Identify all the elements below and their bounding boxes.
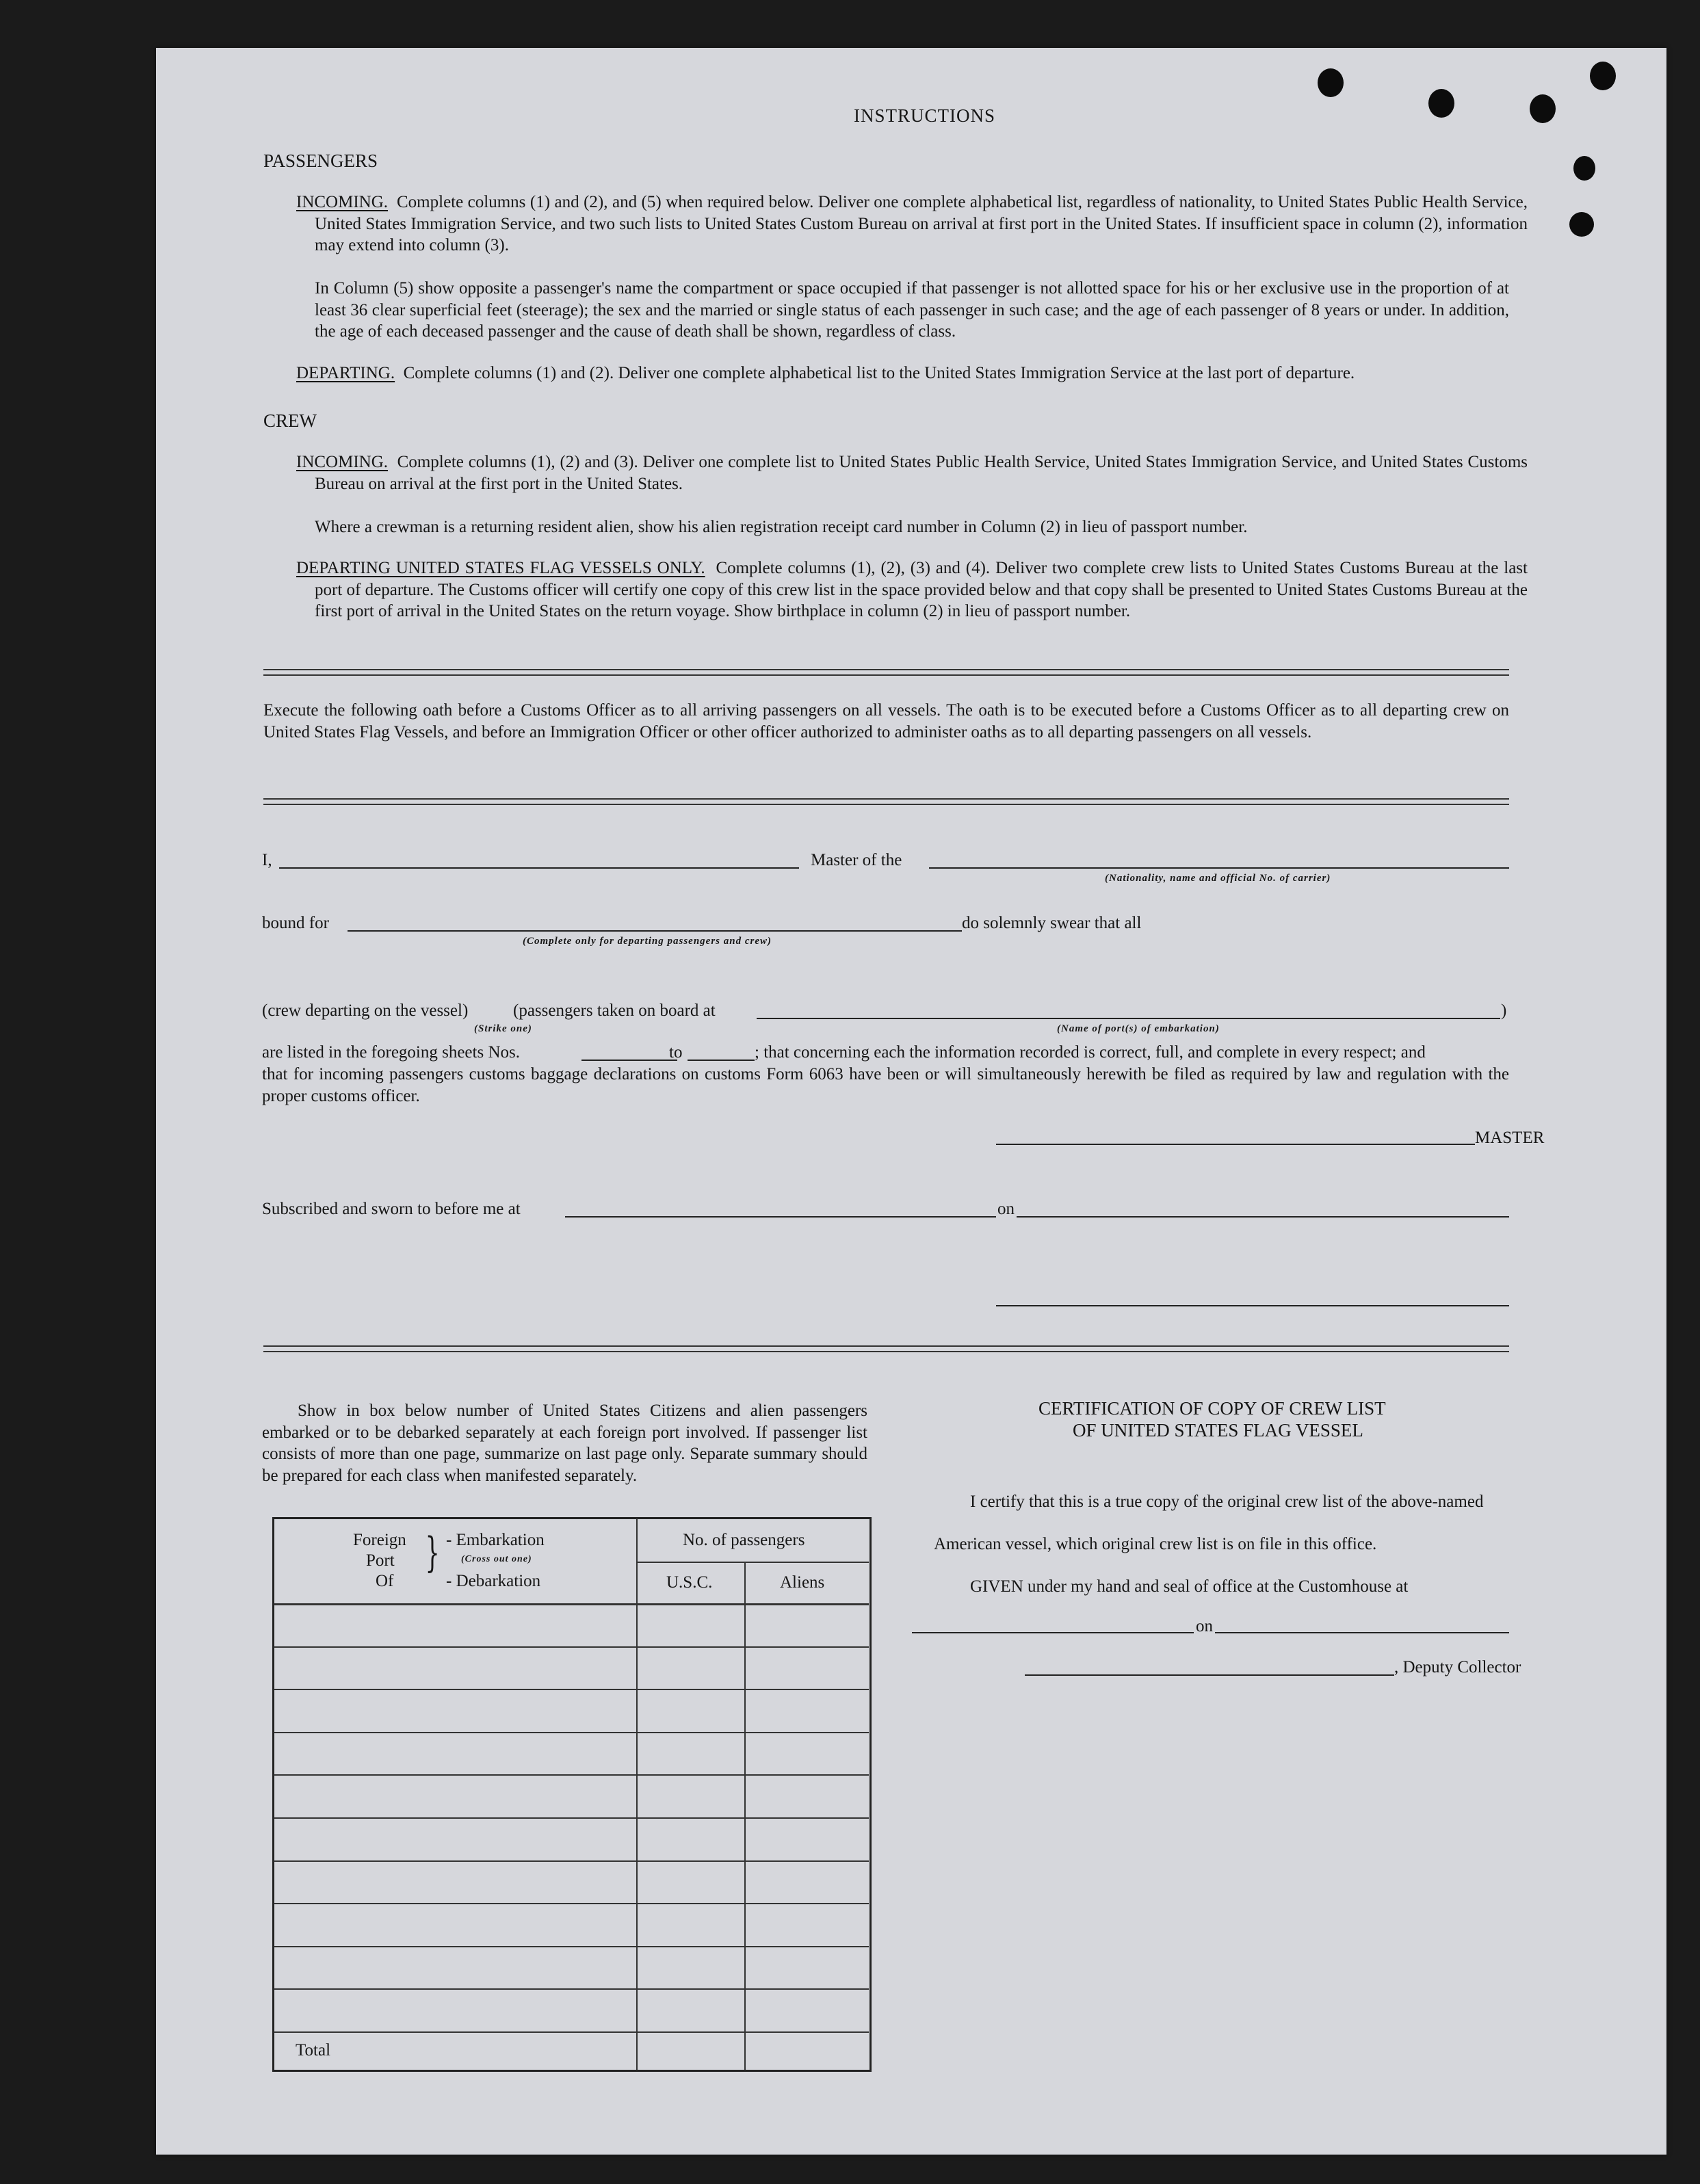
certification-on-label: on — [1196, 1617, 1213, 1635]
close-paren: ) — [1501, 1001, 1507, 1020]
embarkation-port-field[interactable] — [757, 1018, 1500, 1019]
table-row-line — [274, 1817, 869, 1819]
table-row-line — [274, 1903, 869, 1904]
table-crossout-caption: (Cross out one) — [461, 1554, 532, 1564]
master-name-field[interactable] — [279, 867, 799, 869]
table-column-divider — [636, 1518, 638, 2070]
form-page — [156, 48, 1666, 2155]
subscribed-label: Subscribed and sworn to before me at — [262, 1200, 521, 1218]
crew-departing-text: Complete columns (1), (2), (3) and (4). Deliver two complete crew lists to United States Customs Bureau at the last port of departure. The Customs officer will certify one copy of this crew list in the space provided below and that copy shall be presented to United States Customs Bureau at the first port of arrival in the United States on the return voyage. Show birthplace in column (2) in lieu of passport number. — [315, 559, 1528, 620]
punch-hole — [1318, 68, 1344, 97]
punch-hole — [1569, 212, 1594, 237]
carrier-caption: (Nationality, name and official No. of carrier) — [1105, 873, 1331, 884]
punch-hole — [1530, 94, 1556, 123]
carrier-field[interactable] — [929, 867, 1509, 869]
certify-text: I certify that this is a true copy of the original crew list of the above-named — [970, 1492, 1484, 1511]
customhouse-field[interactable] — [912, 1632, 1194, 1633]
given-text: GIVEN under my hand and seal of office at the Customhouse at — [970, 1577, 1409, 1596]
table-debarkation-label[interactable]: - Debarkation — [446, 1572, 541, 1590]
deputy-collector-label: , Deputy Collector — [1394, 1658, 1521, 1676]
certification-title-line1: CERTIFICATION OF COPY OF CREW LIST — [1038, 1398, 1386, 1419]
deputy-signature-field[interactable] — [1025, 1674, 1394, 1676]
table-total-label: Total — [296, 2041, 331, 2060]
table-header-divider — [636, 1562, 869, 1563]
subscribed-place-field[interactable] — [565, 1216, 996, 1218]
punch-hole — [1573, 156, 1595, 181]
table-row-line — [274, 1946, 869, 1947]
table-aliens-header: Aliens — [780, 1573, 825, 1592]
listed-label: are listed in the foregoing sheets Nos. — [262, 1043, 520, 1062]
table-row-line — [274, 1860, 869, 1862]
page-title: INSTRUCTIONS — [854, 105, 996, 126]
crew-incoming-paragraph — [296, 451, 1528, 495]
crew-incoming-text: Complete columns (1), (2) and (3). Deliver one complete list to United States Public Health Service, United States Immigration Service, and United States Customs Bureau on arrival at the first port in the United States. — [315, 453, 1528, 493]
table-row-line — [274, 1774, 869, 1776]
passengers-departing-paragraph — [296, 363, 1521, 384]
swear-label: do solemnly swear that all — [962, 914, 1142, 932]
table-embarkation-label[interactable]: - Embarkation — [446, 1531, 545, 1549]
listed-to-label: to — [669, 1043, 683, 1062]
crew-departing-option[interactable]: (crew departing on the vessel) — [262, 1001, 469, 1020]
table-column-divider — [744, 1562, 746, 2070]
crew-departing-paragraph — [296, 557, 1528, 622]
punch-hole — [1428, 89, 1454, 118]
table-row-line — [274, 1732, 869, 1733]
master-label: MASTER — [1475, 1129, 1545, 1147]
crew-departing-label: DEPARTING UNITED STATES FLAG VESSELS ONLY. — [296, 559, 705, 577]
port-caption: (Name of port(s) of embarkation) — [1057, 1023, 1220, 1034]
table-usc-header: U.S.C. — [666, 1573, 713, 1592]
certification-title-line2: OF UNITED STATES FLAG VESSEL — [1073, 1420, 1363, 1440]
table-row-line — [274, 1646, 869, 1648]
passengers-column5-paragraph: In Column (5) show opposite a passenger's name the compartment or space occupied if that passenger is not allotted space for his or her exclusive use in the proportion of at least 36 clear superficial feet (steerage); the sex and the married or single status of each passenger in such case; and the age of each passenger of 8 years or under. In addition, the age of each deceased passenger and the cause of death shall be shown, regardless of class. — [315, 279, 1509, 341]
table-brace-icon: } — [425, 1529, 440, 1577]
bound-caption: (Complete only for departing passengers and crew) — [523, 936, 772, 947]
section-divider — [263, 1345, 1509, 1352]
table-header-bottom — [274, 1603, 869, 1605]
master-of-label: Master of the — [811, 851, 902, 869]
table-passengers-header: No. of passengers — [683, 1531, 805, 1549]
certification-date-field[interactable] — [1215, 1632, 1509, 1633]
listed-rest-paragraph: that for incoming passengers customs baggage declarations on customs Form 6063 have been or will simultaneously herewith be filed as required by law and regulation with the proper customs officer. — [262, 1065, 1509, 1105]
subscribed-on-label: on — [997, 1200, 1015, 1218]
crew-heading: CREW — [263, 410, 317, 431]
table-of-label: Of — [376, 1572, 394, 1590]
bound-for-label: bound for — [262, 914, 329, 932]
bound-for-field[interactable] — [348, 930, 962, 932]
passengers-departing-label: DEPARTING. — [296, 364, 395, 382]
crew-incoming-label: INCOMING. — [296, 453, 389, 471]
passengers-incoming-text: Complete columns (1) and (2), and (5) when required below. Deliver one complete alphabetical list, regardless of nationality, to United States Public Health Service, United States Immigration Service, and two such lists to United States Custom Bureau on arrival at first port in the United States. If insufficient space in column (2), information may extend into column (3). — [315, 193, 1528, 254]
listed-label-cont: ; that concerning each the information recorded is correct, full, and complete in every respect; and — [755, 1043, 1426, 1062]
passengers-incoming-label: INCOMING. — [296, 193, 389, 211]
passengers-departing-text: Complete columns (1) and (2). Deliver one complete alphabetical list to the United States Immigration Service at the last port of departure. — [403, 364, 1355, 382]
table-port-label: Port — [366, 1551, 395, 1570]
table-foreign-label: Foreign — [353, 1531, 406, 1549]
officer-signature-field[interactable] — [996, 1305, 1509, 1306]
oath-i-label: I, — [262, 851, 272, 869]
passengers-option[interactable]: (passengers taken on board at — [513, 1001, 716, 1020]
passengers-incoming-paragraph — [296, 192, 1528, 256]
strike-caption: (Strike one) — [474, 1023, 532, 1034]
oath-intro-paragraph: Execute the following oath before a Customs Officer as to all arriving passengers on all vessels. The oath is to be executed before a Customs Officer as to all departing crew on United States Flag Vessels, and before an Immigration Officer or other officer authorized to administer oaths as to all departing passengers on all vessels. — [263, 701, 1509, 741]
section-divider — [263, 669, 1509, 676]
table-row-line — [274, 1988, 869, 1990]
section-divider — [263, 798, 1509, 805]
sheet-to-field[interactable] — [688, 1060, 755, 1061]
summary-paragraph: Show in box below number of United States Citizens and alien passengers embarked or to be debarked separately at each foreign port involved. If passenger list consists of more than one page, summarize on last page only. Separate summary should be prepared for each class when manifested separately. — [262, 1402, 867, 1485]
crew-resident-paragraph: Where a crewman is a returning resident alien, show his alien registration receipt card number in Column (2) in lieu of passport number. — [315, 518, 1248, 536]
vessel-text: American vessel, which original crew list is on file in this office. — [934, 1535, 1377, 1553]
master-signature-field[interactable] — [996, 1144, 1475, 1145]
passengers-heading: PASSENGERS — [263, 150, 378, 171]
table-row-line — [274, 2031, 869, 2033]
table-row-line — [274, 1689, 869, 1690]
subscribed-date-field[interactable] — [1017, 1216, 1509, 1218]
sheet-from-field[interactable] — [581, 1060, 677, 1061]
punch-hole — [1590, 62, 1616, 90]
